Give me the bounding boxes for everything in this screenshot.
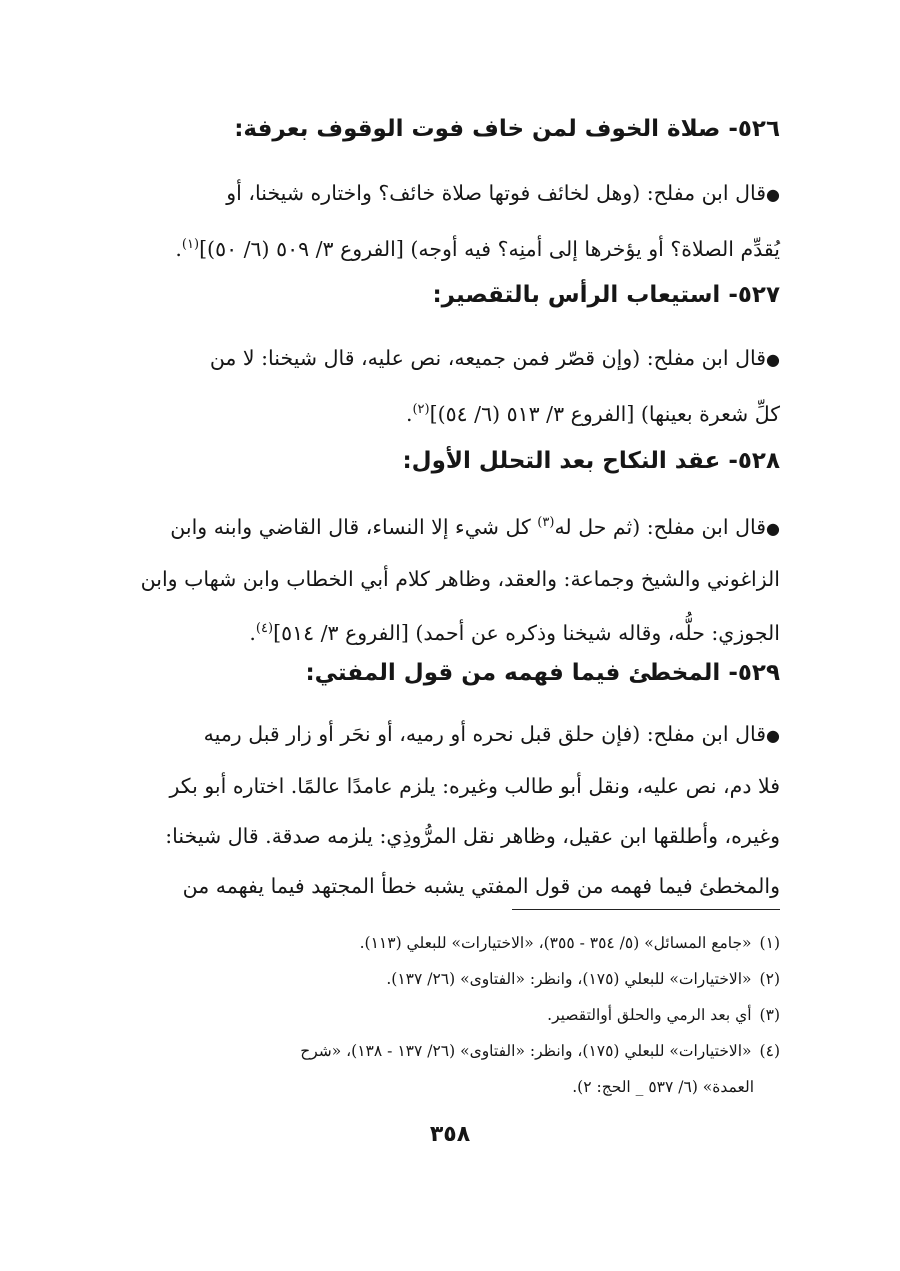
paragraph-line	[115, 498, 780, 554]
line-text: والمخطئ فيما فهمه من قول المفتي يشبه خطأ المجتهد فيما يفهمه من	[182, 874, 780, 898]
line-text: قال ابن مفلح: (وإن قصّر فمن جميعه، نص عليه، قال شيخنا: لا من	[209, 346, 767, 370]
line-text: وغيره، وأطلقها ابن عقيل، وظاهر نقل المرُّوذِي: يلزمه صدقة. قال شيخنا:	[165, 824, 780, 848]
footnote-text: العمدة» (٦/ ٥٣٧ _ الحج: ٢).	[572, 1078, 754, 1096]
paragraph-line	[115, 554, 780, 604]
bullet-icon: ●	[766, 350, 780, 369]
footnote-text: «الاختيارات» للبعلي (١٧٥)، وانظر: «الفتاوى» (٢٦/ ١٣٧).	[386, 970, 752, 988]
bullet-icon: ●	[766, 726, 780, 745]
paragraph-line	[115, 761, 780, 811]
line-text: قال ابن مفلح: (فإن حلق قبل نحره أو رميه، أو نحَر أو زار قبل رميه	[203, 722, 767, 746]
footnote-ref: (٤)	[255, 620, 274, 636]
bullet-icon: ●	[766, 185, 780, 204]
section-paragraph-529	[115, 709, 780, 911]
line-text: قال ابن مفلح: (ثم حل له	[554, 514, 767, 539]
footnote-item	[115, 1069, 780, 1105]
footnote-item	[115, 961, 780, 997]
footnotes	[115, 925, 780, 1105]
footnote-item	[115, 1033, 780, 1069]
footnote-ref: (٣)	[537, 515, 555, 530]
footnote-item	[115, 997, 780, 1033]
paragraph-line	[115, 811, 780, 861]
footnote-number: (١)	[759, 934, 780, 952]
line-text: كلِّ شعرة بعينها) [الفروع ٣/ ٥١٣ (٦/ ٥٤)]	[429, 401, 780, 426]
footnote-ref: (١)	[181, 237, 200, 252]
section-paragraph-526	[115, 168, 780, 274]
section-heading-528: ٥٢٨- عقد النكاح بعد التحلل الأول:	[402, 448, 780, 474]
line-text: قال ابن مفلح: (وهل لخائف فوتها صلاة خائف؟ واختاره شيخنا، أو	[226, 181, 767, 205]
line-text: كل شيء إلا النساء، قال القاضي وابنه وابن	[170, 514, 531, 539]
footnote-ref: (٢)	[412, 402, 430, 417]
footnote-text: «الاختيارات» للبعلي (١٧٥)، وانظر: «الفتاوى» (٢٦/ ١٣٧ - ١٣٨)، «شرح	[300, 1042, 752, 1060]
section-heading-526: ٥٢٦- صلاة الخوف لمن خاف فوت الوقوف بعرفة:	[234, 116, 780, 142]
section-heading-529: ٥٢٩- المخطئ فيما فهمه من قول المفتي:	[305, 660, 780, 686]
footnote-separator	[512, 909, 780, 910]
section-paragraph-528	[115, 498, 780, 658]
paragraph-line	[115, 709, 780, 761]
page-number: ٣٥٨	[429, 1122, 471, 1147]
footnote-number: (٢)	[759, 970, 780, 988]
line-text: الجوزي: حلُّه، وقاله شيخنا وذكره عن أحمد) [الفروع ٣/ ٥١٤]	[273, 620, 780, 645]
section-paragraph-527	[115, 333, 780, 439]
footnote-item	[115, 925, 780, 961]
section-heading-527: ٥٢٧- استيعاب الرأس بالتقصير:	[432, 282, 780, 308]
footnote-text: «جامع المسائل» (٥/ ٣٥٤ - ٣٥٥)، «الاختيارات» للبعلي (١١٣).	[359, 934, 752, 952]
paragraph-line	[115, 168, 780, 220]
footnote-text: أي بعد الرمي والحلق أوالتقصير.	[547, 1006, 752, 1024]
line-text: الزاغوني والشيخ وجماعة: والعقد، وظاهر كلام أبي الخطاب وابن شهاب وابن	[140, 566, 780, 591]
paragraph-line: كلِّ شعرة بعينها) [الفروع ٣/ ٥١٣ (٦/ ٥٤)]$^{(٢)}$.	[405, 401, 780, 426]
paragraph-line: الجوزي: حلُّه، وقاله شيخنا وذكره عن أحمد) [الفروع ٣/ ٥١٤]$^{(٤)}$.	[249, 620, 780, 645]
paragraph-line: يُقدِّم الصلاة؟ أو يؤخرها إلى أمنِه؟ فيه أوجه) [الفروع ٣/ ٥٠٩ (٦/ ٥٠)]$^{(١)}$.	[175, 236, 780, 261]
paragraph-line	[115, 333, 780, 385]
footnote-number: (٤)	[759, 1042, 780, 1060]
paragraph-line	[115, 861, 780, 911]
footnote-number: (٣)	[759, 1006, 780, 1024]
line-text: يُقدِّم الصلاة؟ أو يؤخرها إلى أمنِه؟ فيه أوجه) [الفروع ٣/ ٥٠٩ (٦/ ٥٠)]	[199, 236, 780, 261]
bullet-icon: ●	[766, 518, 780, 538]
line-text: فلا دم، نص عليه، ونقل أبو طالب وغيره: يلزم عامدًا عالمًا. اختاره أبو بكر	[169, 774, 780, 798]
